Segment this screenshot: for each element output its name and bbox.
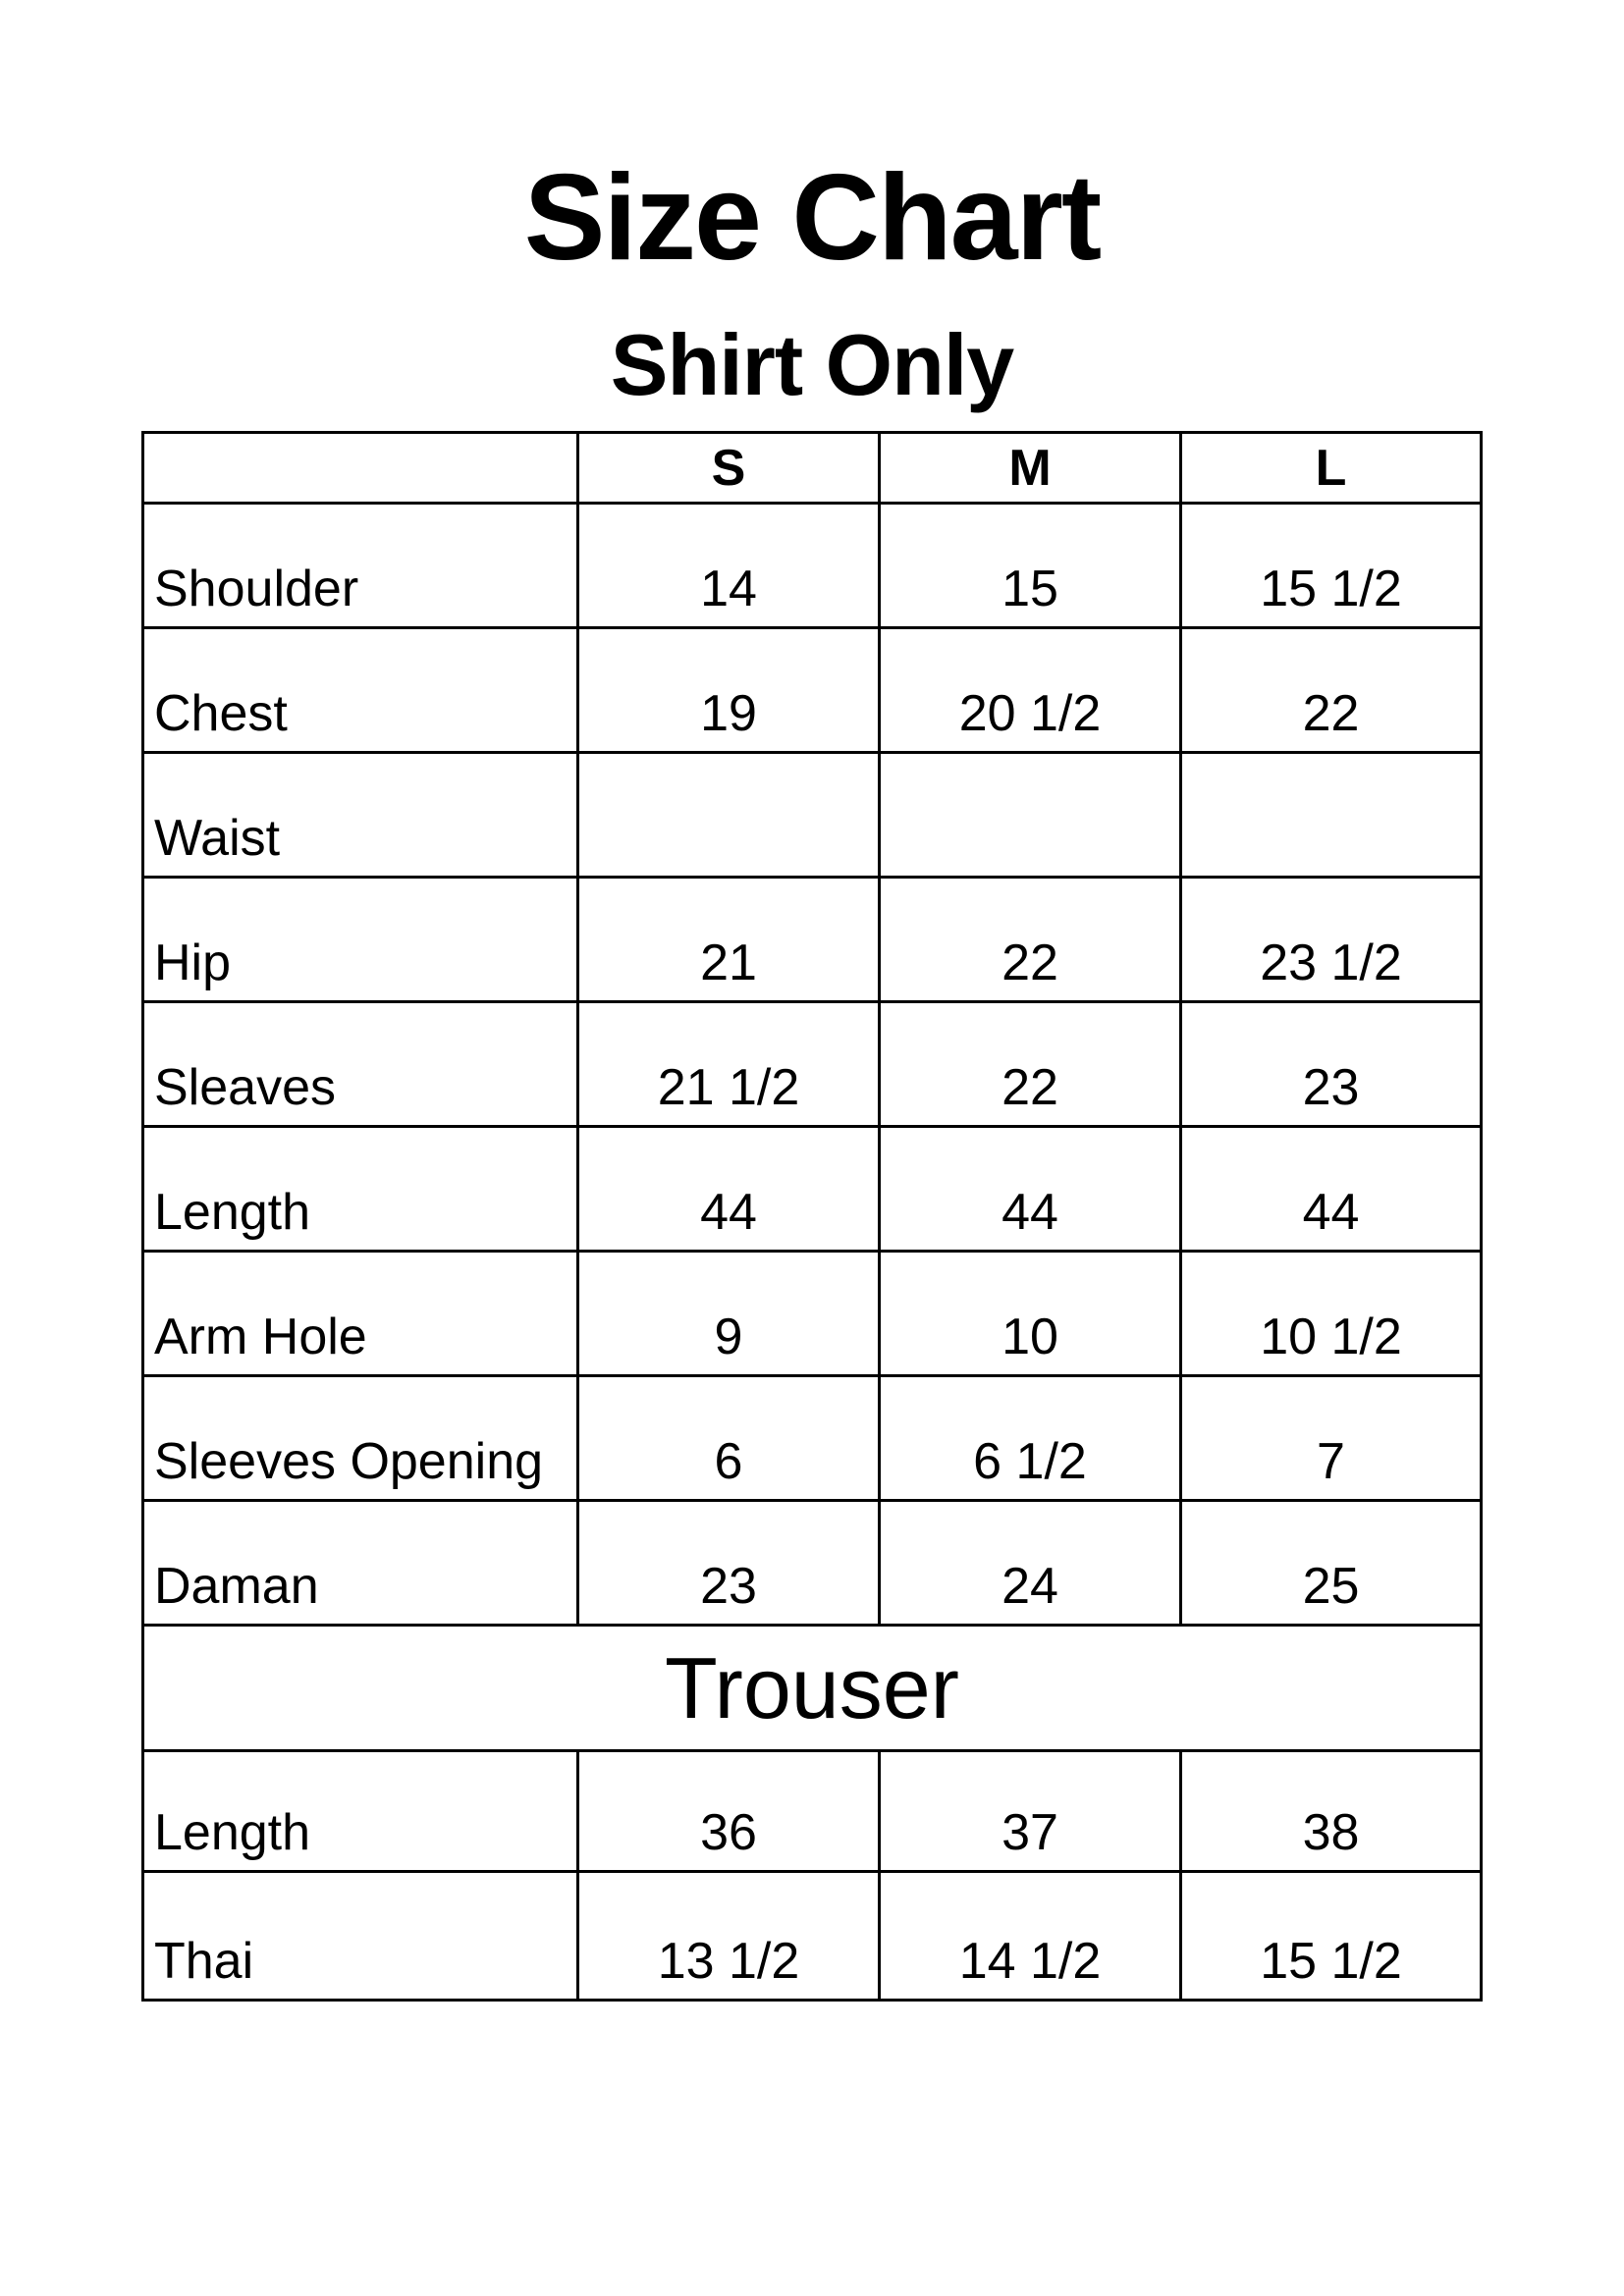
row-label: Thai	[143, 1872, 578, 2001]
cell-value: 24	[880, 1501, 1181, 1626]
table-row-waist	[143, 753, 1482, 878]
cell-value: 10 1/2	[1181, 1252, 1482, 1376]
row-label: Hip	[143, 878, 578, 1002]
row-label: Shoulder	[143, 504, 578, 628]
cell-value: 10	[880, 1252, 1181, 1376]
table-row-length	[143, 1127, 1482, 1252]
header-empty-cell	[143, 433, 578, 504]
cell-value: 20 1/2	[880, 628, 1181, 753]
cell-value: 25	[1181, 1501, 1482, 1626]
cell-value: 21 1/2	[578, 1002, 880, 1127]
row-label: Length	[143, 1751, 578, 1872]
table-row-trouser-thai	[143, 1872, 1482, 2001]
cell-value: 22	[1181, 628, 1482, 753]
table-row-chest	[143, 628, 1482, 753]
table-row-trouser-length	[143, 1751, 1482, 1872]
trouser-section-row	[143, 1626, 1482, 1751]
row-label: Waist	[143, 753, 578, 878]
cell-value: 15 1/2	[1181, 504, 1482, 628]
cell-value: 22	[880, 1002, 1181, 1127]
cell-value: 44	[1181, 1127, 1482, 1252]
table-row-daman	[143, 1501, 1482, 1626]
size-chart-table	[141, 431, 1483, 2002]
cell-value	[578, 753, 880, 878]
cell-value: 44	[880, 1127, 1181, 1252]
row-label: Daman	[143, 1501, 578, 1626]
cell-value: 23 1/2	[1181, 878, 1482, 1002]
cell-value: 14	[578, 504, 880, 628]
table-row-hip	[143, 878, 1482, 1002]
cell-value: 23	[1181, 1002, 1482, 1127]
row-label: Sleaves	[143, 1002, 578, 1127]
header-size-s: S	[578, 433, 880, 504]
cell-value: 15	[880, 504, 1181, 628]
header-size-m: M	[880, 433, 1181, 504]
table-row-shoulder	[143, 504, 1482, 628]
cell-value: 6 1/2	[880, 1376, 1181, 1501]
cell-value: 37	[880, 1751, 1181, 1872]
trouser-section-header: Trouser	[143, 1626, 1482, 1751]
page-title: Size Chart	[523, 150, 1101, 286]
cell-value: 9	[578, 1252, 880, 1376]
cell-value: 23	[578, 1501, 880, 1626]
cell-value: 7	[1181, 1376, 1482, 1501]
cell-value: 21	[578, 878, 880, 1002]
size-header-row	[143, 433, 1482, 504]
row-label: Length	[143, 1127, 578, 1252]
cell-value: 19	[578, 628, 880, 753]
table-row-arm-hole	[143, 1252, 1482, 1376]
cell-value	[1181, 753, 1482, 878]
row-label: Arm Hole	[143, 1252, 578, 1376]
cell-value: 14 1/2	[880, 1872, 1181, 2001]
cell-value: 44	[578, 1127, 880, 1252]
cell-value: 22	[880, 878, 1181, 1002]
cell-value: 15 1/2	[1181, 1872, 1482, 2001]
cell-value: 6	[578, 1376, 880, 1501]
page-subtitle: Shirt Only	[610, 316, 1014, 413]
row-label: Chest	[143, 628, 578, 753]
cell-value: 36	[578, 1751, 880, 1872]
table-row-sleaves	[143, 1002, 1482, 1127]
row-label: Sleeves Opening	[143, 1376, 578, 1501]
table-row-sleeves-opening	[143, 1376, 1482, 1501]
header-size-l: L	[1181, 433, 1482, 504]
cell-value: 38	[1181, 1751, 1482, 1872]
cell-value: 13 1/2	[578, 1872, 880, 2001]
cell-value	[880, 753, 1181, 878]
